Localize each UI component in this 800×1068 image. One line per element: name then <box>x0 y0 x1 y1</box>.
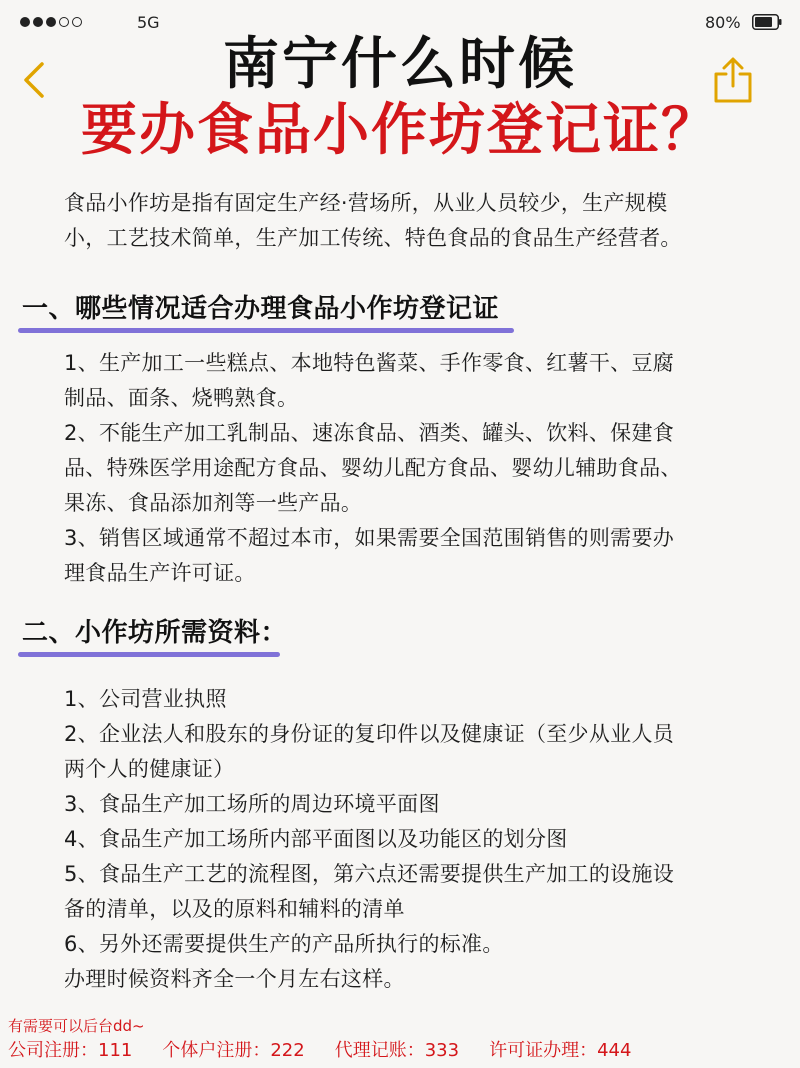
section-2-list <box>64 682 754 997</box>
list-line: 1、生产加工一些糕点、本地特色酱菜、手作零食、红薯干、豆腐 <box>64 351 675 375</box>
list-line: 1、公司营业执照 <box>64 687 227 711</box>
list-line: 果冻、食品添加剂等一些产品。 <box>64 491 363 515</box>
service-price-list <box>8 1038 631 1064</box>
list-line: 两个人的健康证） <box>64 757 235 781</box>
list-line: 理食品生产许可证。 <box>64 561 256 585</box>
section-heading-1 <box>22 288 499 325</box>
list-line: 5、食品生产工艺的流程图，第六点还需要提供生产加工的设施设 <box>64 862 675 886</box>
section-1-list <box>64 346 754 591</box>
list-line: 备的清单，以及的原料和辅料的清单 <box>64 897 405 921</box>
battery-percentage: 80% <box>705 13 741 32</box>
list-line: 4、食品生产加工场所内部平面图以及功能区的划分图 <box>64 827 568 851</box>
service-item: 公司注册：111 <box>8 1040 133 1061</box>
list-line: 品、特殊医学用途配方食品、婴幼儿配方食品、婴幼儿辅助食品、 <box>64 456 682 480</box>
list-line: 3、销售区域通常不超过本市，如果需要全国范围销售的则需要办 <box>64 526 675 550</box>
footer-contact <box>8 1016 631 1064</box>
intro-line: 食品小作坊是指有固定生产经·营场所，从业人员较少，生产规模 <box>64 191 668 215</box>
list-line: 2、不能生产加工乳制品、速冻食品、酒类、罐头、饮料、保建食 <box>64 421 675 445</box>
section-heading-2 <box>22 612 287 649</box>
section-heading-text: 二、小作坊所需资料： <box>22 618 288 648</box>
footer-note: 有需要可以后台dd~ <box>8 1017 145 1035</box>
intro-line: 小，工艺技术简单，生产加工传统、特色食品的食品生产经营者。 <box>64 226 682 250</box>
list-line: 办理时候资料齐全一个月左右这样。 <box>64 967 405 991</box>
service-item: 代理记账：333 <box>334 1040 460 1061</box>
page-title-line1: 南宁什么时候 <box>223 32 577 97</box>
list-line: 2、企业法人和股东的身份证的复印件以及健康证（至少从业人员 <box>64 722 675 746</box>
service-item: 许可证办理：444 <box>489 1040 632 1061</box>
list-line: 3、食品生产加工场所的周边环境平面图 <box>64 792 440 816</box>
heading-underline <box>18 328 514 333</box>
heading-underline <box>18 652 280 657</box>
service-item: 个体户注册：222 <box>162 1040 305 1061</box>
page-title-line2: 要办食品小作坊登记证？ <box>81 98 719 163</box>
network-type: 5G <box>137 13 160 32</box>
intro-paragraph <box>64 186 754 256</box>
section-heading-text: 一、哪些情况适合办理食品小作坊登记证 <box>22 294 500 324</box>
list-line: 制品、面条、烧鸭熟食。 <box>64 386 299 410</box>
list-line: 6、另外还需要提供生产的产品所执行的标准。 <box>64 932 504 956</box>
